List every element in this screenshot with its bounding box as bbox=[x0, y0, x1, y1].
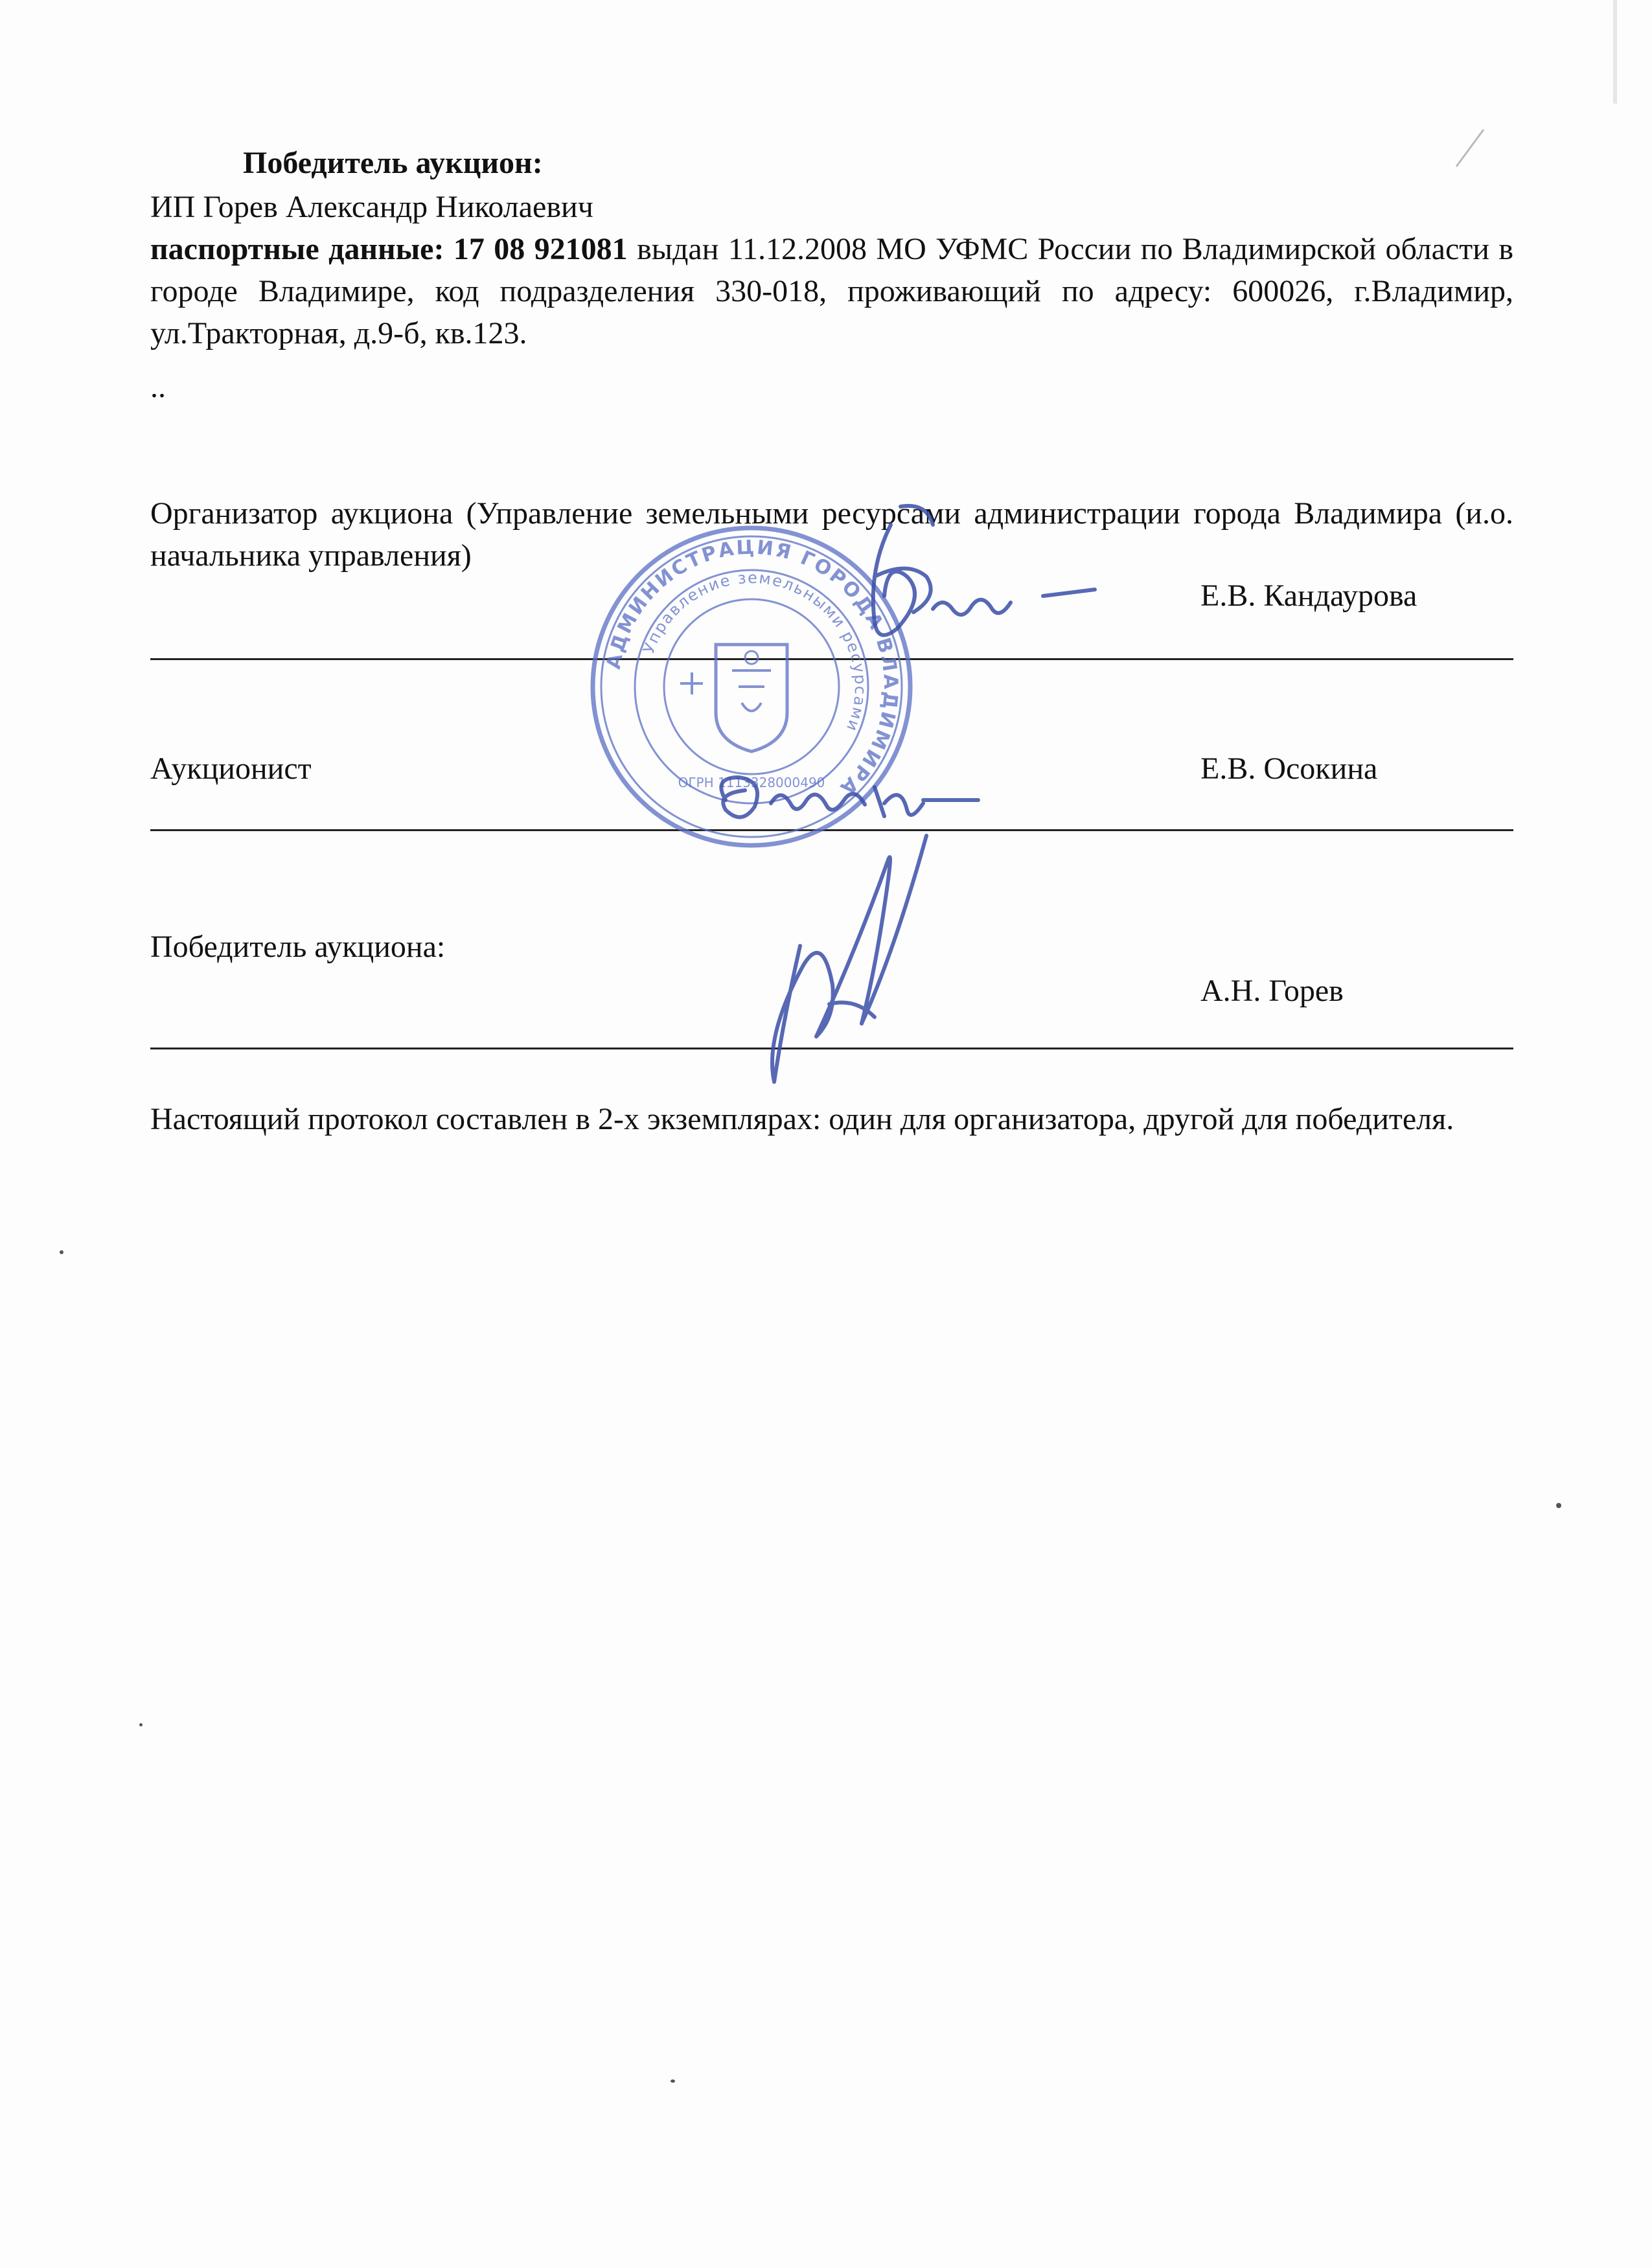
stamp-outer-text: АДМИНИСТРАЦИЯ ГОРОДА ВЛАДИМИРА bbox=[602, 536, 902, 801]
auctioneer-label: Аукционист bbox=[150, 751, 312, 786]
scan-edge bbox=[1613, 0, 1617, 104]
passport-number: 17 08 921081 bbox=[453, 232, 628, 266]
stamp-ogrn: ОГРН 1113328000490 bbox=[678, 775, 825, 790]
scan-speck bbox=[139, 1723, 143, 1726]
organizer-signer: Е.В. Кандаурова bbox=[1200, 578, 1417, 613]
winner-signature-icon bbox=[726, 823, 972, 1095]
auctioneer-signer: Е.В. Осокина bbox=[1200, 751, 1378, 786]
winner-sign-label: Победитель аукциона: bbox=[150, 930, 446, 964]
passport-paragraph bbox=[150, 228, 1513, 354]
scan-mark-icon bbox=[1451, 126, 1490, 172]
dots-mark: .. bbox=[150, 370, 166, 404]
passport-label: паспортные данные: bbox=[150, 232, 444, 266]
winner-heading: Победитель аукцион: bbox=[243, 146, 543, 180]
footer-paragraph: Настоящий протокол составлен в 2-х экземплярах: один для организатора, другой для победителя. bbox=[150, 1102, 1454, 1136]
stamp-inner-text: Управление земельными ресурсами bbox=[639, 568, 870, 735]
scan-speck bbox=[671, 2079, 675, 2083]
organizer-paragraph: Организатор аукциона (Управление земельными ресурсами администрации города Владимира (и.о. начальника управления) bbox=[150, 496, 1513, 573]
passport-details: выдан 11.12.2008 МО УФМС России по Владимирской области в городе Владимире, код подразделения 330-018, проживающий по адресу: 600026, г.Владимир, ул.Тракторная, д.9-б, кв.123. bbox=[150, 232, 1514, 350]
scan-speck bbox=[1556, 1503, 1561, 1508]
winner-sign-signer: А.Н. Горев bbox=[1200, 974, 1344, 1008]
scan-speck bbox=[60, 1250, 63, 1254]
winner-name: ИП Горев Александр Николаевич bbox=[150, 190, 593, 224]
organizer-signature-icon bbox=[829, 499, 1101, 667]
